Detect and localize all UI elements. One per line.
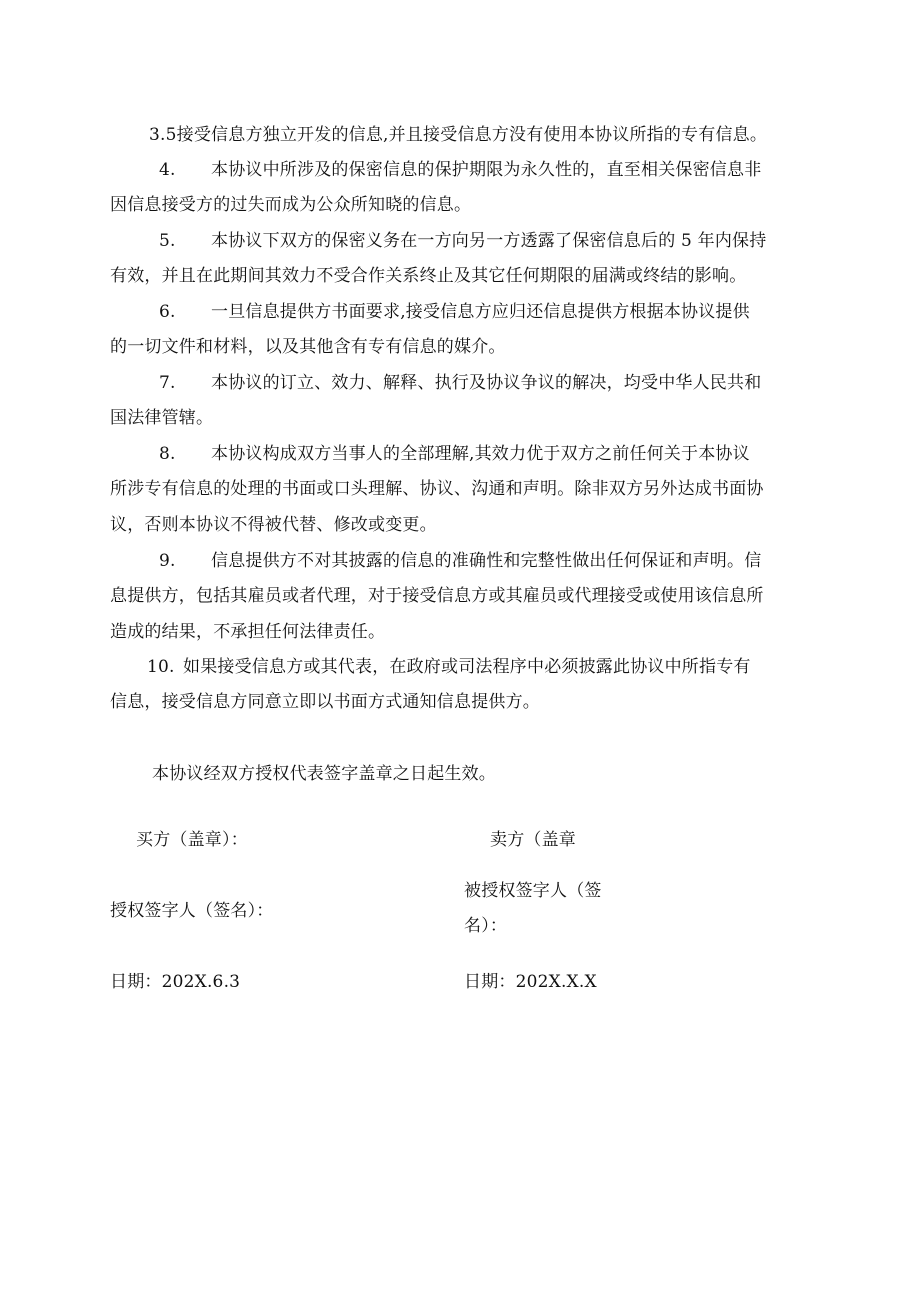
clause-number: 3.5 [149,125,177,145]
buyer-signatory-label: 授权签字人（签名）： [110,901,274,921]
clause-number: 9. [159,551,176,571]
clause-5-line-2: 有效，并且在此期间其效力不受合作关系终止及其它任何期限的届满或终结的影响。 [110,266,747,286]
clause-text: 信息提供方不对其披露的信息的准确性和完整性做出任何保证和声明。信 [211,551,762,571]
seller-signatory-label-line-1: 被授权签字人（签 [464,881,602,901]
buyer-seal-label: 买方（盖章）： [136,830,248,850]
clause-8-line-3: 议，否则本协议不得被代替、修改或变更。 [110,515,437,535]
clause-8-line-1 [159,443,750,465]
clause-3-5-line-1 [149,124,767,146]
clause-text: 一旦信息提供方书面要求,接受信息方应归还信息提供方根据本协议提供 [211,302,750,322]
clause-7-line-1 [159,372,761,394]
clause-text: 本协议的订立、效力、解释、执行及协议争议的解决，均受中华人民共和 [211,373,762,393]
clause-4-line-1 [159,159,761,181]
clause-text: 接受信息方独立开发的信息,并且接受信息方没有使用本协议所指的专有信息。 [176,125,768,145]
clause-number: 6. [159,302,176,322]
clause-number: 7. [159,373,176,393]
buyer-date-label: 日期：202X.6.3 [110,972,241,992]
clause-6-line-1 [159,301,750,323]
effective-statement: 本协议经双方授权代表签字盖章之日起生效。 [152,764,496,784]
clause-text: 本协议下双方的保密义务在一方向另一方透露了保密信息后的 5 年内保持 [211,231,767,251]
seller-signatory-label-line-2: 名）： [464,916,508,936]
clause-6-line-2: 的一切文件和材料，以及其他含有专有信息的媒介。 [110,337,506,357]
seller-seal-label: 卖方（盖章 [490,830,576,850]
clause-number: 10. [147,657,175,677]
clause-9-line-2: 息提供方，包括其雇员或者代理，对于接受信息方或其雇员或代理接受或使用该信息所 [110,586,764,606]
clause-9-line-3: 造成的结果，不承担任何法律责任。 [110,622,386,642]
clause-9-line-1 [159,550,761,572]
clause-10-line-2: 信息，接受信息方同意立即以书面方式通知信息提供方。 [110,692,540,712]
clause-8-line-2: 所涉专有信息的处理的书面或口头理解、协议、沟通和声明。除非双方另外达成书面协 [110,479,764,499]
clause-text: 如果接受信息方或其代表，在政府或司法程序中必须披露此协议中所指专有 [183,657,751,677]
clause-text: 本协议构成双方当事人的全部理解,其效力优于双方之前任何关于本协议 [211,444,750,464]
clause-text: 本协议中所涉及的保密信息的保护期限为永久性的，直至相关保密信息非 [211,160,762,180]
clause-4-line-2: 因信息接受方的过失而成为公众所知晓的信息。 [110,195,472,215]
clause-number: 4. [159,160,176,180]
clause-number: 5. [159,231,176,251]
seller-date-label: 日期：202X.X.X [464,972,597,992]
clause-10-line-1 [147,656,751,678]
clause-7-line-2: 国法律管辖。 [110,408,214,428]
clause-5-line-1 [159,230,766,252]
clause-number: 8. [159,444,176,464]
